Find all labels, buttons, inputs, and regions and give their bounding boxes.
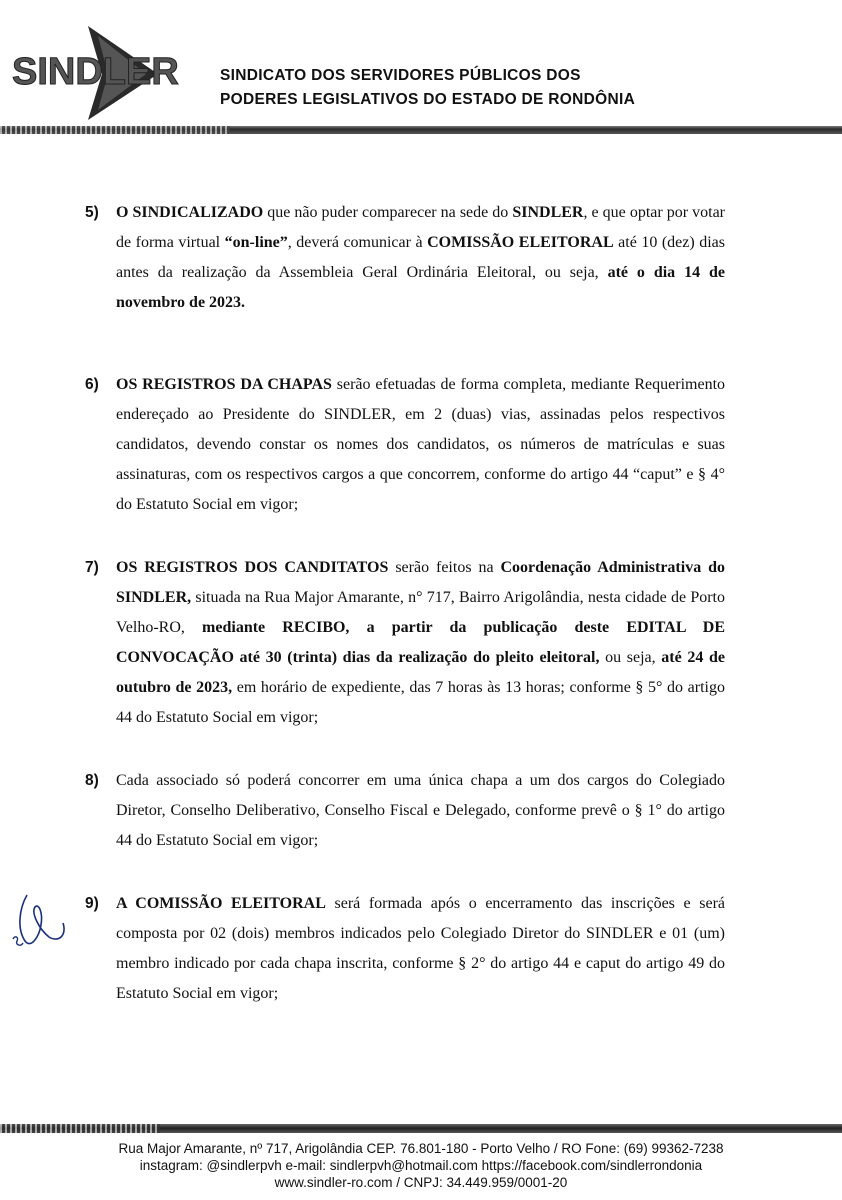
bold-run: OS REGISTROS DA CHAPAS xyxy=(116,376,332,393)
clause-number: 6) xyxy=(85,376,99,393)
clause-text xyxy=(116,895,725,1002)
clause-number: 7) xyxy=(85,559,99,576)
title-line-2: PODERES LEGISLATIVOS DO ESTADO DE RONDÔNIA xyxy=(220,91,636,108)
clause-5 xyxy=(85,198,725,318)
text-run: ou seja, xyxy=(599,649,662,666)
text-run: até 10 (dez) dias antes da realização da Assembleia Geral Ordinária Eleitoral, ou seja, xyxy=(116,234,725,281)
bold-run: mediante RECIBO, a partir da publicação deste EDITAL DE CONVOCAÇÃO até 30 (trinta) dias da realização do pleito eleitoral, xyxy=(116,619,725,666)
clause-number: 5) xyxy=(85,204,99,221)
text-run: serão feitos na xyxy=(388,559,501,576)
page-title xyxy=(220,64,635,112)
handwritten-initials xyxy=(5,885,75,965)
text-run: serão efetuadas de forma completa, mediante Requerimento endereçado ao Presidente do SINDLER, em 2 (duas) vias, assinadas pelos respectivos candidatos, devendo constar os nomes dos candidatos, os números de matrículas e suas assinaturas, com os respectivos cargos a que concorrem, conforme do artigo 44 “caput” e § 4° do Estatuto Social em vigor; xyxy=(116,376,726,513)
bold-run: A COMISSÃO ELEITORAL xyxy=(116,895,326,912)
text-run: , deverá comunicar à xyxy=(287,234,428,251)
clause-text xyxy=(116,376,725,513)
text-run: , e que optar por votar de forma virtual xyxy=(116,204,725,251)
clause-9 xyxy=(85,889,725,1009)
footer xyxy=(0,1140,842,1191)
text-run: situada na Rua Major Amarante, n° 717, Bairro Arigolândia, nesta cidade de Porto Velho-RO, xyxy=(116,589,725,636)
text-run: em horário de expediente, das 7 horas às 13 horas; conforme § 5° do artigo 44 do Estatuto Social em vigor; xyxy=(116,679,725,726)
footer-website: www.sindler-ro.com / CNPJ: 34.449.959/0001-20 xyxy=(274,1175,568,1190)
bold-run: até 24 de outubro de 2023, xyxy=(116,649,726,696)
logo-text: SINDLER xyxy=(12,51,179,93)
bold-run: OS REGISTROS DOS CANDITATOS xyxy=(116,559,389,576)
text-run: será formada após o encerramento das inscrições e será composta por 02 (dois) membros indicados pelo Colegiado Diretor do SINDLER e 01 (um) membro indicado por cada chapa inscrita, conforme § 2° do artigo 44 e caput do artigo 49 do Estatuto Social em vigor; xyxy=(116,895,725,1002)
bold-run: “on-line” xyxy=(224,234,288,251)
title-line-1: SINDICATO DOS SERVIDORES PÚBLICOS DOS xyxy=(220,67,581,84)
clause-number: 8) xyxy=(85,772,99,789)
clause-6 xyxy=(85,370,725,520)
clause-8 xyxy=(85,766,725,856)
bold-run: até o dia 14 de novembro de 2023. xyxy=(116,264,725,311)
text-run: Cada associado só poderá concorrer em uma única chapa a um dos cargos do Colegiado Diretor, Conselho Deliberativo, Conselho Fiscal e Delegado, conforme prevê o § 1° do artigo 44 do Estatuto Social em vigor; xyxy=(116,772,725,849)
footer-divider-texture xyxy=(0,1124,160,1133)
bold-run: COMISSÃO ELEITORAL xyxy=(427,234,614,251)
clause-7 xyxy=(85,553,725,733)
clause-number: 9) xyxy=(85,895,99,912)
clause-text xyxy=(116,772,725,849)
signature-icon xyxy=(5,885,75,965)
bold-run: O SINDICALIZADO xyxy=(116,204,264,221)
header-divider-texture xyxy=(0,126,230,134)
bold-run: SINDLER xyxy=(512,204,584,221)
clause-text xyxy=(116,204,725,311)
bold-run: Coordenação Administrativa do SINDLER, xyxy=(116,559,726,606)
text-run: que não puder comparecer na sede do xyxy=(263,204,513,221)
clause-text xyxy=(116,559,725,726)
logo-arrow-icon xyxy=(10,22,179,122)
document-body xyxy=(85,198,725,1009)
footer-contacts: instagram: @sindlerpvh e-mail: sindlerpvh@hotmail.com https://facebook.com/sindlerrondonia xyxy=(139,1158,703,1173)
sindler-logo xyxy=(10,22,179,122)
footer-address: Rua Major Amarante, nº 717, Arigolândia CEP. 76.801-180 - Porto Velho / RO Fone: (69) 99362-7238 xyxy=(118,1141,724,1156)
